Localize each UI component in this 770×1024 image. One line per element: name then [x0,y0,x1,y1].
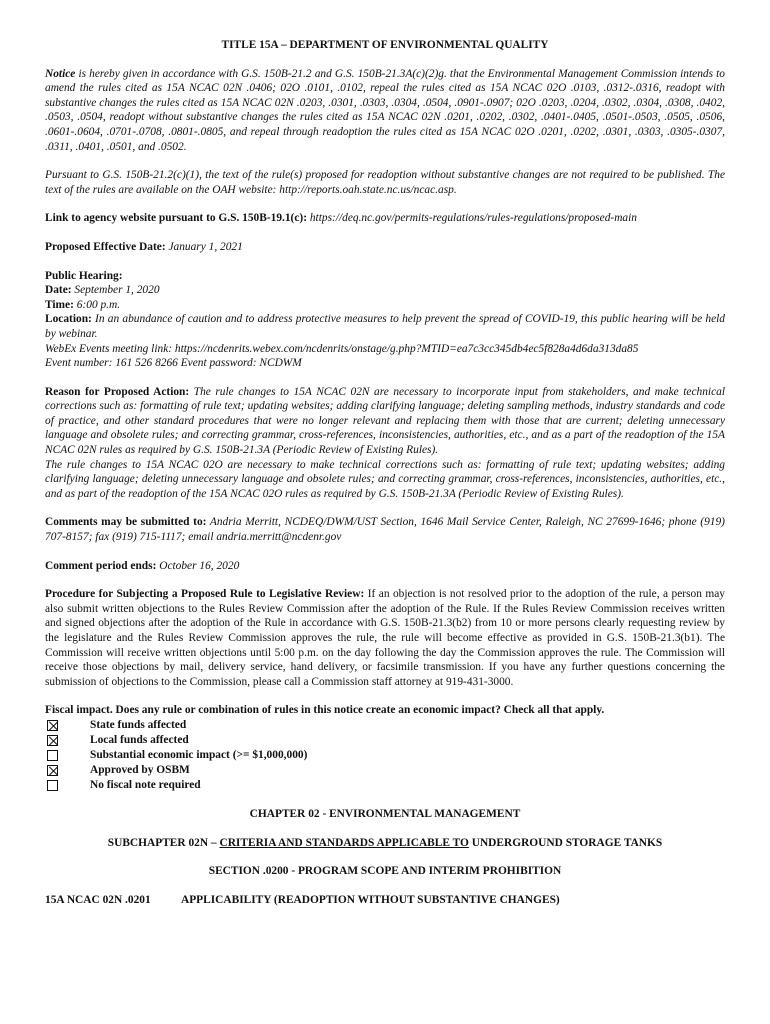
rule-heading [45,893,725,908]
fiscal-option[interactable] [45,718,725,733]
notice-lead: Notice [45,67,76,80]
reason-label: Reason for Proposed Action: [45,385,190,398]
fiscal-option[interactable] [45,748,725,763]
checkbox[interactable] [47,720,58,731]
subchapter-suffix: UNDERGROUND STORAGE TANKS [468,836,663,849]
fiscal-option[interactable] [45,763,725,778]
subchapter-prefix: SUBCHAPTER 02N – [107,836,220,849]
rule-number: 15A NCAC 02N .0201 [45,893,151,906]
fiscal-option-label: Substantial economic impact (>= $1,000,000) [90,749,308,762]
comments-paragraph [45,515,725,544]
effective-date-value: January 1, 2021 [165,240,243,253]
chapter-heading: CHAPTER 02 - ENVIRONMENTAL MANAGEMENT [249,807,521,820]
procedure-text: If an objection is not resolved prior to the adoption of the rule, a person may also submit written objections to the Rules Review Commission after the adoption of the Rule. If the Rules Review Commission receives written and signed objections after the adoption of the Rule in accordance with G.S. 150B-21.3(b2) from 10 or more persons clearly requesting review by the legislature and the Rules Review Commission approves the rule, the rule will become effective as provided in G.S. 150B-21.3(b1). The Commission will receive written objections until 5:00 p.m. on the day following the day the Commission approves the rule. The Commission will receive those objections by mail, delivery service, hand delivery, or facsimile transmission. If you have any further questions concerning the submission of objections to the Commission, please call a Commission staff attorney at 919-431-3000. [45,588,725,688]
fiscal-option-label: Approved by OSBM [90,764,190,777]
comment-period-label: Comment period ends: [45,559,157,572]
subchapter-underlined: CRITERIA AND STANDARDS APPLICABLE TO [219,836,469,849]
public-hearing-heading: Public Hearing: [45,269,123,282]
rule-title: APPLICABILITY (READOPTION WITHOUT SUBSTANTIVE CHANGES) [181,893,560,906]
fiscal-option-label: State funds affected [90,719,187,732]
hearing-time-label: Time: [45,298,74,311]
event-details: Event number: 161 526 8266 Event password: NCDWM [45,357,302,370]
pursuant-paragraph: Pursuant to G.S. 150B-21.2(c)(1), the text of the rule(s) proposed for readoption without substantive changes are not required to be published. The text of the rules are available on the OAH website: http://reports.oah.state.nc.us/ncac.asp. [45,169,725,196]
checkbox[interactable] [47,780,58,791]
document-title: TITLE 15A – DEPARTMENT OF ENVIRONMENTAL QUALITY [221,39,549,51]
reason-paragraph-02o: The rule changes to 15A NCAC 02O are necessary to make technical corrections such as: formatting of rule text; updating websites; adding clarifying language; deleting unnecessary language and obsolete rules; and correcting grammar, cross-references, inconsistencies, authorities, etc., and as part of the readoption of the 15A NCAC 02O rules as required by G.S. 150B-21.3A (Periodic Review of Existing Rules). [45,458,725,500]
procedure-label: Procedure for Subjecting a Proposed Rule to Legislative Review: [45,588,365,601]
fiscal-option-label: No fiscal note required [90,779,201,792]
fiscal-option[interactable] [45,733,725,748]
hearing-time [45,298,725,313]
subchapter-heading [45,836,725,851]
comments-text: Andria Merritt, NCDEQ/DWM/UST Section, 1646 Mail Service Center, Raleigh, NC 27699-1646; phone (919) 707-8157; fax (919) 715-1117; email andria.merritt@ncdenr.gov [45,516,725,544]
notice-paragraph [45,67,725,155]
hearing-location-value: In an abundance of caution and to address protective measures to help prevent the spread of COVID-19, this public hearing will be held by webinar. [45,313,725,340]
procedure-paragraph [45,587,725,689]
fiscal-impact-heading: Fiscal impact. Does any rule or combination of rules in this notice create an economic impact? Check all that apply. [45,704,605,717]
webex-link[interactable]: WebEx Events meeting link: https://ncdenrits.webex.com/ncdenrits/onstage/g.php?MTID=ea7c3cc345db4ec5f828a4d6da313da85 [45,342,639,355]
reason-text-02n: The rule changes to 15A NCAC 02N are necessary to incorporate input from stakeholders, and make technical corrections such as: formatting of rule text; updating websites; adding clarifying language; deleting sampling methods, industry standards and code of practice, and other standard procedures that were no longer relevant and replacing them with those that are current; deleting unnecessary language and obsolete rules; and correcting grammar, cross-references, inconsistencies, authorities, etc., and as a part of the readoption of the 15A NCAC 02N rules as required by G.S. 150B-21.3A (Periodic Review of Existing Rules). [45,385,725,457]
fiscal-impact-block [45,703,725,793]
hearing-location [45,312,725,341]
comment-period-paragraph [45,559,725,574]
hearing-date [45,283,725,298]
reason-paragraph-02n [45,385,725,458]
public-hearing-block [45,269,725,371]
comment-period-value: October 16, 2020 [156,559,240,572]
reason-block [45,385,725,502]
effective-date-label: Proposed Effective Date: [45,240,166,253]
hearing-date-label: Date: [45,284,72,297]
comments-label: Comments may be submitted to: [45,516,207,529]
agency-link-label: Link to agency website pursuant to G.S. 150B-19.1(c): [45,212,307,225]
checkbox[interactable] [47,750,58,761]
hearing-location-label: Location: [45,313,92,326]
agency-link-url[interactable]: https://deq.nc.gov/permits-regulations/rules-regulations/proposed-main [307,212,637,225]
hearing-time-value: 6:00 p.m. [73,298,121,311]
fiscal-option-label: Local funds affected [90,734,189,747]
agency-link-paragraph [45,211,725,226]
checkbox[interactable] [47,765,58,776]
notice-text: is hereby given in accordance with G.S. 150B-21.2 and G.S. 150B-21.3A(c)(2)g. that the Environmental Management Commission intends to amend the rules cited as 15A NCAC 02N .0406; 02O .0101, .0102, repeal the rules cited as 15A NCAC 02O .0103, .0312-.0316, readopt with substantive changes the rules cited as 15A NCAC 02N .0203, .0301, .0303, .0304, .0504, .0901-.0907; 02O .0203, .0204, .0302, .0304, .0308, .0402, .0503, .0504, readopt without substantive changes the rules cited as 15A NCAC 02N .0201, .0202, .0302, .0401-.0405, .0501-.0503, .0505, .0506, .0601-.0604, .0701-.0708, .0801-.0805, and repeal through readoption the rules cited as 15A NCAC 02O .0201, .0202, .0301, .0303, .0305-.0307, .0311, .0401, .0501, and .0502. [45,67,725,153]
fiscal-option[interactable] [45,778,725,793]
effective-date-paragraph [45,240,725,255]
section-heading: SECTION .0200 - PROGRAM SCOPE AND INTERIM PROHIBITION [208,865,562,878]
hearing-date-value: September 1, 2020 [71,284,160,297]
checkbox[interactable] [47,735,58,746]
